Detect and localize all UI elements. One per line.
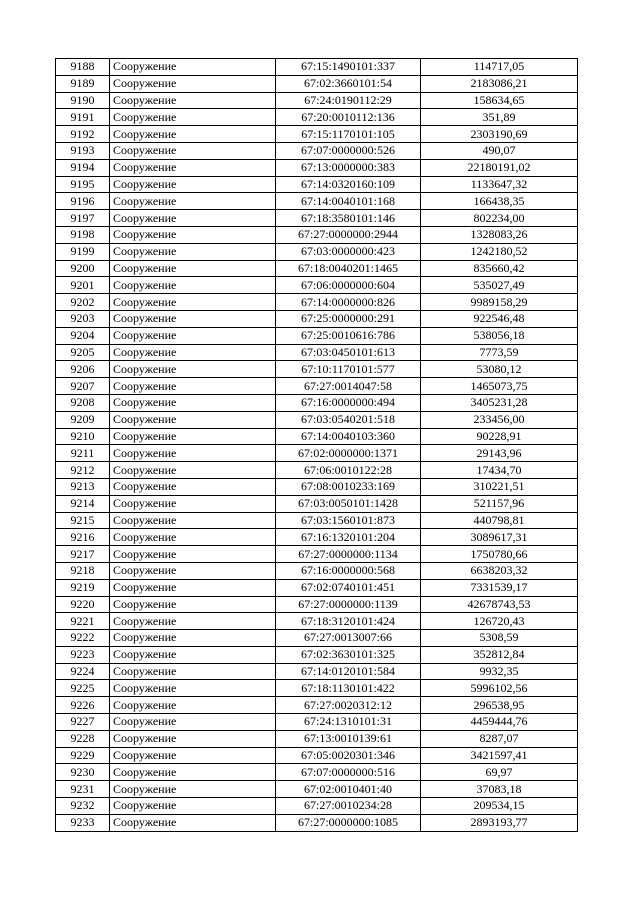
table-row bbox=[56, 193, 578, 210]
value-cell: 22180191,02 bbox=[421, 159, 578, 176]
row-number-cell: 9193 bbox=[56, 142, 110, 159]
table-row bbox=[56, 92, 578, 109]
table-row bbox=[56, 394, 578, 411]
row-number-cell: 9189 bbox=[56, 75, 110, 92]
object-type-cell: Сооружение bbox=[110, 277, 276, 294]
row-number-cell: 9224 bbox=[56, 663, 110, 680]
value-cell: 114717,05 bbox=[421, 59, 578, 76]
object-type-cell: Сооружение bbox=[110, 445, 276, 462]
object-type-cell: Сооружение bbox=[110, 630, 276, 647]
value-cell: 1328083,26 bbox=[421, 226, 578, 243]
value-cell: 7331539,17 bbox=[421, 579, 578, 596]
row-number-cell: 9195 bbox=[56, 176, 110, 193]
row-number-cell: 9211 bbox=[56, 445, 110, 462]
object-type-cell: Сооружение bbox=[110, 142, 276, 159]
row-number-cell: 9199 bbox=[56, 243, 110, 260]
row-number-cell: 9196 bbox=[56, 193, 110, 210]
object-type-cell: Сооружение bbox=[110, 193, 276, 210]
cadastral-number-cell: 67:15:1170101:105 bbox=[276, 126, 421, 143]
value-cell: 9989158,29 bbox=[421, 294, 578, 311]
table-row bbox=[56, 798, 578, 815]
object-type-cell: Сооружение bbox=[110, 327, 276, 344]
table-row bbox=[56, 462, 578, 479]
row-number-cell: 9214 bbox=[56, 495, 110, 512]
object-type-cell: Сооружение bbox=[110, 109, 276, 126]
cadastral-number-cell: 67:16:0000000:568 bbox=[276, 562, 421, 579]
table-row bbox=[56, 730, 578, 747]
cadastral-number-cell: 67:27:0013007:66 bbox=[276, 630, 421, 647]
cadastral-number-cell: 67:24:1310101:31 bbox=[276, 714, 421, 731]
object-type-cell: Сооружение bbox=[110, 764, 276, 781]
cadastral-number-cell: 67:27:0000000:1085 bbox=[276, 814, 421, 831]
row-number-cell: 9194 bbox=[56, 159, 110, 176]
row-number-cell: 9231 bbox=[56, 781, 110, 798]
cadastral-number-cell: 67:05:0020301:346 bbox=[276, 747, 421, 764]
value-cell: 233456,00 bbox=[421, 411, 578, 428]
row-number-cell: 9216 bbox=[56, 529, 110, 546]
object-type-cell: Сооружение bbox=[110, 495, 276, 512]
table-row bbox=[56, 411, 578, 428]
table-row bbox=[56, 59, 578, 76]
cadastral-number-cell: 67:24:0190112:29 bbox=[276, 92, 421, 109]
object-type-cell: Сооружение bbox=[110, 344, 276, 361]
row-number-cell: 9213 bbox=[56, 478, 110, 495]
table-row bbox=[56, 109, 578, 126]
row-number-cell: 9207 bbox=[56, 378, 110, 395]
object-type-cell: Сооружение bbox=[110, 613, 276, 630]
object-type-cell: Сооружение bbox=[110, 361, 276, 378]
cadastral-number-cell: 67:02:3630101:325 bbox=[276, 646, 421, 663]
cadastral-number-cell: 67:18:3120101:424 bbox=[276, 613, 421, 630]
row-number-cell: 9223 bbox=[56, 646, 110, 663]
cadastral-number-cell: 67:27:0014047:58 bbox=[276, 378, 421, 395]
table-row bbox=[56, 260, 578, 277]
cadastral-number-cell: 67:27:0000000:1134 bbox=[276, 546, 421, 563]
value-cell: 9932,35 bbox=[421, 663, 578, 680]
value-cell: 53080,12 bbox=[421, 361, 578, 378]
table-row bbox=[56, 445, 578, 462]
value-cell: 158634,65 bbox=[421, 92, 578, 109]
table-row bbox=[56, 697, 578, 714]
object-type-cell: Сооружение bbox=[110, 512, 276, 529]
object-type-cell: Сооружение bbox=[110, 680, 276, 697]
row-number-cell: 9208 bbox=[56, 394, 110, 411]
row-number-cell: 9218 bbox=[56, 562, 110, 579]
table-row bbox=[56, 428, 578, 445]
table-row bbox=[56, 814, 578, 831]
cadastral-number-cell: 67:27:0000000:2944 bbox=[276, 226, 421, 243]
cadastral-number-cell: 67:02:0000000:1371 bbox=[276, 445, 421, 462]
table-row bbox=[56, 126, 578, 143]
cadastral-number-cell: 67:13:0000000:383 bbox=[276, 159, 421, 176]
object-type-cell: Сооружение bbox=[110, 462, 276, 479]
object-type-cell: Сооружение bbox=[110, 126, 276, 143]
table-row bbox=[56, 680, 578, 697]
object-type-cell: Сооружение bbox=[110, 596, 276, 613]
row-number-cell: 9220 bbox=[56, 596, 110, 613]
object-type-cell: Сооружение bbox=[110, 546, 276, 563]
object-type-cell: Сооружение bbox=[110, 814, 276, 831]
value-cell: 351,89 bbox=[421, 109, 578, 126]
row-number-cell: 9200 bbox=[56, 260, 110, 277]
value-cell: 4459444,76 bbox=[421, 714, 578, 731]
row-number-cell: 9228 bbox=[56, 730, 110, 747]
object-type-cell: Сооружение bbox=[110, 411, 276, 428]
table-row bbox=[56, 630, 578, 647]
row-number-cell: 9215 bbox=[56, 512, 110, 529]
value-cell: 6638203,32 bbox=[421, 562, 578, 579]
value-cell: 166438,35 bbox=[421, 193, 578, 210]
value-cell: 521157,96 bbox=[421, 495, 578, 512]
cadastral-number-cell: 67:02:3660101:54 bbox=[276, 75, 421, 92]
table-row bbox=[56, 294, 578, 311]
row-number-cell: 9204 bbox=[56, 327, 110, 344]
row-number-cell: 9229 bbox=[56, 747, 110, 764]
table-row bbox=[56, 378, 578, 395]
object-type-cell: Сооружение bbox=[110, 781, 276, 798]
value-cell: 1242180,52 bbox=[421, 243, 578, 260]
object-type-cell: Сооружение bbox=[110, 243, 276, 260]
row-number-cell: 9201 bbox=[56, 277, 110, 294]
object-type-cell: Сооружение bbox=[110, 394, 276, 411]
value-cell: 2183086,21 bbox=[421, 75, 578, 92]
object-type-cell: Сооружение bbox=[110, 747, 276, 764]
cadastral-number-cell: 67:06:0010122:28 bbox=[276, 462, 421, 479]
object-type-cell: Сооружение bbox=[110, 562, 276, 579]
row-number-cell: 9205 bbox=[56, 344, 110, 361]
row-number-cell: 9192 bbox=[56, 126, 110, 143]
row-number-cell: 9188 bbox=[56, 59, 110, 76]
row-number-cell: 9219 bbox=[56, 579, 110, 596]
value-cell: 5996102,56 bbox=[421, 680, 578, 697]
object-type-cell: Сооружение bbox=[110, 75, 276, 92]
value-cell: 3421597,41 bbox=[421, 747, 578, 764]
cadastral-number-cell: 67:03:0050101:1428 bbox=[276, 495, 421, 512]
row-number-cell: 9212 bbox=[56, 462, 110, 479]
value-cell: 7773,59 bbox=[421, 344, 578, 361]
cadastral-number-cell: 67:14:0320160:109 bbox=[276, 176, 421, 193]
cadastral-number-cell: 67:14:0120101:584 bbox=[276, 663, 421, 680]
row-number-cell: 9202 bbox=[56, 294, 110, 311]
registry-table bbox=[55, 58, 578, 832]
table-row bbox=[56, 176, 578, 193]
row-number-cell: 9222 bbox=[56, 630, 110, 647]
cadastral-number-cell: 67:25:0000000:291 bbox=[276, 310, 421, 327]
row-number-cell: 9191 bbox=[56, 109, 110, 126]
cadastral-number-cell: 67:10:1170101:577 bbox=[276, 361, 421, 378]
value-cell: 5308,59 bbox=[421, 630, 578, 647]
table-row bbox=[56, 361, 578, 378]
object-type-cell: Сооружение bbox=[110, 663, 276, 680]
value-cell: 17434,70 bbox=[421, 462, 578, 479]
cadastral-number-cell: 67:18:1130101:422 bbox=[276, 680, 421, 697]
object-type-cell: Сооружение bbox=[110, 378, 276, 395]
row-number-cell: 9217 bbox=[56, 546, 110, 563]
value-cell: 1465073,75 bbox=[421, 378, 578, 395]
object-type-cell: Сооружение bbox=[110, 730, 276, 747]
row-number-cell: 9206 bbox=[56, 361, 110, 378]
table-row bbox=[56, 596, 578, 613]
table-row bbox=[56, 226, 578, 243]
value-cell: 490,07 bbox=[421, 142, 578, 159]
value-cell: 37083,18 bbox=[421, 781, 578, 798]
object-type-cell: Сооружение bbox=[110, 210, 276, 227]
object-type-cell: Сооружение bbox=[110, 428, 276, 445]
value-cell: 2303190,69 bbox=[421, 126, 578, 143]
object-type-cell: Сооружение bbox=[110, 579, 276, 596]
value-cell: 2893193,77 bbox=[421, 814, 578, 831]
cadastral-number-cell: 67:03:1560101:873 bbox=[276, 512, 421, 529]
row-number-cell: 9230 bbox=[56, 764, 110, 781]
table-row bbox=[56, 747, 578, 764]
value-cell: 440798,81 bbox=[421, 512, 578, 529]
cadastral-number-cell: 67:14:0040101:168 bbox=[276, 193, 421, 210]
table-row bbox=[56, 764, 578, 781]
table-row bbox=[56, 495, 578, 512]
value-cell: 538056,18 bbox=[421, 327, 578, 344]
row-number-cell: 9232 bbox=[56, 798, 110, 815]
table-row bbox=[56, 344, 578, 361]
row-number-cell: 9190 bbox=[56, 92, 110, 109]
row-number-cell: 9225 bbox=[56, 680, 110, 697]
row-number-cell: 9198 bbox=[56, 226, 110, 243]
table-row bbox=[56, 579, 578, 596]
value-cell: 8287,07 bbox=[421, 730, 578, 747]
cadastral-number-cell: 67:08:0010233:169 bbox=[276, 478, 421, 495]
value-cell: 3089617,31 bbox=[421, 529, 578, 546]
cadastral-number-cell: 67:25:0010616:786 bbox=[276, 327, 421, 344]
table-row bbox=[56, 142, 578, 159]
table-row bbox=[56, 546, 578, 563]
row-number-cell: 9210 bbox=[56, 428, 110, 445]
row-number-cell: 9227 bbox=[56, 714, 110, 731]
value-cell: 209534,15 bbox=[421, 798, 578, 815]
row-number-cell: 9197 bbox=[56, 210, 110, 227]
table-row bbox=[56, 478, 578, 495]
object-type-cell: Сооружение bbox=[110, 260, 276, 277]
row-number-cell: 9221 bbox=[56, 613, 110, 630]
table-row bbox=[56, 562, 578, 579]
cadastral-number-cell: 67:03:0000000:423 bbox=[276, 243, 421, 260]
object-type-cell: Сооружение bbox=[110, 697, 276, 714]
table-row bbox=[56, 663, 578, 680]
object-type-cell: Сооружение bbox=[110, 294, 276, 311]
cadastral-number-cell: 67:16:1320101:204 bbox=[276, 529, 421, 546]
row-number-cell: 9209 bbox=[56, 411, 110, 428]
cadastral-number-cell: 67:16:0000000:494 bbox=[276, 394, 421, 411]
row-number-cell: 9226 bbox=[56, 697, 110, 714]
cadastral-number-cell: 67:03:0450101:613 bbox=[276, 344, 421, 361]
value-cell: 69,97 bbox=[421, 764, 578, 781]
value-cell: 42678743,53 bbox=[421, 596, 578, 613]
object-type-cell: Сооружение bbox=[110, 478, 276, 495]
object-type-cell: Сооружение bbox=[110, 646, 276, 663]
cadastral-number-cell: 67:15:1490101:337 bbox=[276, 59, 421, 76]
table-row bbox=[56, 529, 578, 546]
cadastral-number-cell: 67:07:0000000:526 bbox=[276, 142, 421, 159]
table-row bbox=[56, 512, 578, 529]
value-cell: 29143,96 bbox=[421, 445, 578, 462]
registry-table-body bbox=[56, 59, 578, 832]
value-cell: 835660,42 bbox=[421, 260, 578, 277]
object-type-cell: Сооружение bbox=[110, 92, 276, 109]
table-row bbox=[56, 327, 578, 344]
value-cell: 535027,49 bbox=[421, 277, 578, 294]
row-number-cell: 9233 bbox=[56, 814, 110, 831]
object-type-cell: Сооружение bbox=[110, 529, 276, 546]
cadastral-number-cell: 67:18:0040201:1465 bbox=[276, 260, 421, 277]
table-row bbox=[56, 210, 578, 227]
cadastral-number-cell: 67:20:0010112:136 bbox=[276, 109, 421, 126]
cadastral-number-cell: 67:03:0540201:518 bbox=[276, 411, 421, 428]
value-cell: 922546,48 bbox=[421, 310, 578, 327]
cadastral-number-cell: 67:06:0000000:604 bbox=[276, 277, 421, 294]
object-type-cell: Сооружение bbox=[110, 226, 276, 243]
cadastral-number-cell: 67:14:0000000:826 bbox=[276, 294, 421, 311]
value-cell: 802234,00 bbox=[421, 210, 578, 227]
value-cell: 296538,95 bbox=[421, 697, 578, 714]
table-row bbox=[56, 613, 578, 630]
value-cell: 352812,84 bbox=[421, 646, 578, 663]
cadastral-number-cell: 67:27:0020312:12 bbox=[276, 697, 421, 714]
cadastral-number-cell: 67:13:0010139:61 bbox=[276, 730, 421, 747]
cadastral-number-cell: 67:18:3580101:146 bbox=[276, 210, 421, 227]
value-cell: 1133647,32 bbox=[421, 176, 578, 193]
cadastral-number-cell: 67:02:0010401:40 bbox=[276, 781, 421, 798]
table-row bbox=[56, 277, 578, 294]
table-row bbox=[56, 243, 578, 260]
cadastral-number-cell: 67:27:0000000:1139 bbox=[276, 596, 421, 613]
table-row bbox=[56, 714, 578, 731]
table-row bbox=[56, 646, 578, 663]
cadastral-number-cell: 67:02:0740101:451 bbox=[276, 579, 421, 596]
row-number-cell: 9203 bbox=[56, 310, 110, 327]
object-type-cell: Сооружение bbox=[110, 714, 276, 731]
table-row bbox=[56, 781, 578, 798]
value-cell: 126720,43 bbox=[421, 613, 578, 630]
value-cell: 310221,51 bbox=[421, 478, 578, 495]
object-type-cell: Сооружение bbox=[110, 59, 276, 76]
object-type-cell: Сооружение bbox=[110, 176, 276, 193]
cadastral-number-cell: 67:27:0010234:28 bbox=[276, 798, 421, 815]
value-cell: 3405231,28 bbox=[421, 394, 578, 411]
value-cell: 1750780,66 bbox=[421, 546, 578, 563]
table-row bbox=[56, 159, 578, 176]
object-type-cell: Сооружение bbox=[110, 310, 276, 327]
table-row bbox=[56, 310, 578, 327]
value-cell: 90228,91 bbox=[421, 428, 578, 445]
cadastral-number-cell: 67:14:0040103:360 bbox=[276, 428, 421, 445]
cadastral-number-cell: 67:07:0000000:516 bbox=[276, 764, 421, 781]
table-row bbox=[56, 75, 578, 92]
object-type-cell: Сооружение bbox=[110, 798, 276, 815]
object-type-cell: Сооружение bbox=[110, 159, 276, 176]
